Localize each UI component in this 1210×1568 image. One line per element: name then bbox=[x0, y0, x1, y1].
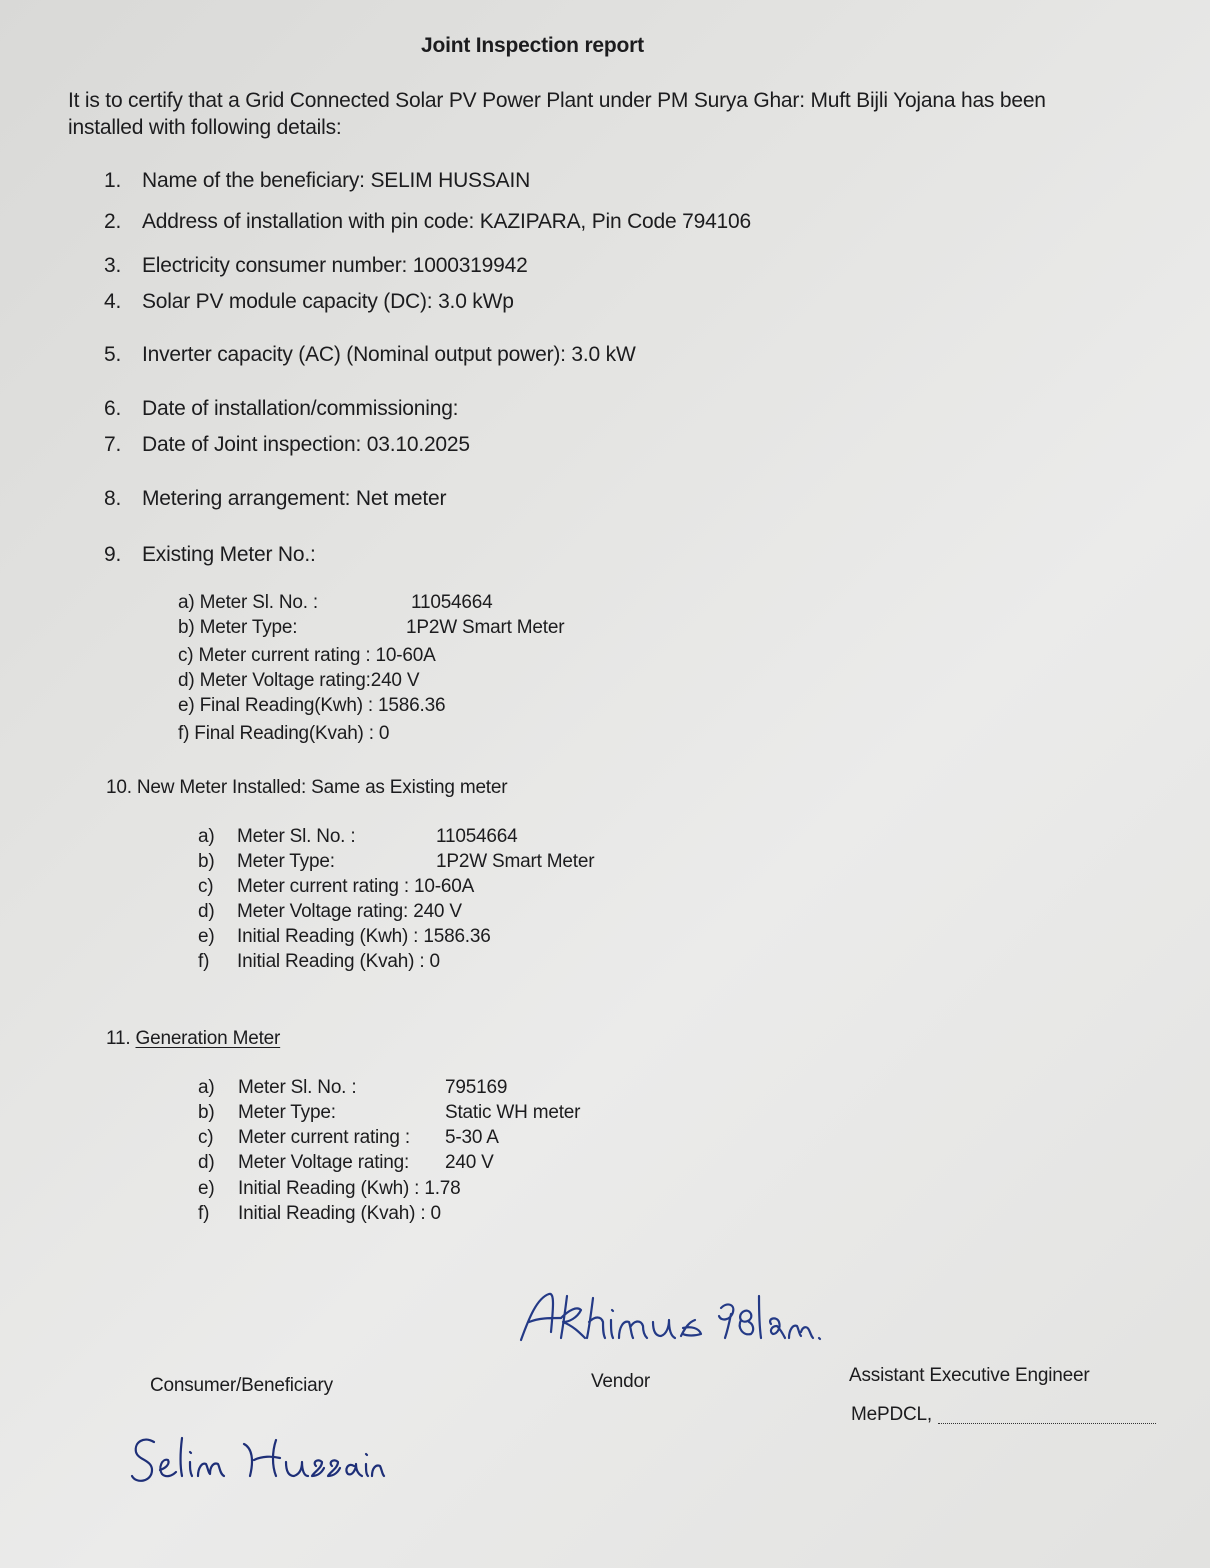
gen-meter-letter-a: a) bbox=[198, 1077, 215, 1098]
new-meter-letter-f: f) bbox=[198, 951, 210, 972]
existing-meter-sl-value: 11054664 bbox=[411, 592, 493, 613]
existing-meter-sl-label: a) Meter Sl. No. : bbox=[178, 592, 318, 613]
gen-meter-voltage-value: 240 V bbox=[445, 1152, 494, 1173]
aee-label: Assistant Executive Engineer bbox=[849, 1365, 1090, 1386]
new-meter-letter-b: b) bbox=[198, 851, 215, 872]
item-8: 8. Metering arrangement: Net meter bbox=[104, 487, 447, 510]
signature-dotted-line bbox=[938, 1422, 1156, 1424]
new-meter-type-value: 1P2W Smart Meter bbox=[436, 851, 595, 872]
new-meter-current: Meter current rating : 10-60A bbox=[237, 876, 475, 897]
item-6: 6. Date of installation/commissioning: bbox=[104, 397, 459, 420]
new-meter-sl-value: 11054664 bbox=[436, 826, 518, 847]
generation-meter-heading: Generation Meter bbox=[135, 1028, 281, 1049]
page-title: Joint Inspection report bbox=[421, 34, 644, 57]
gen-meter-current-value: 5-30 A bbox=[445, 1127, 499, 1148]
vendor-label: Vendor bbox=[591, 1371, 651, 1392]
item-3: 3. Electricity consumer number: 1000319942 bbox=[104, 254, 528, 277]
gen-meter-sl-label: Meter Sl. No. : bbox=[238, 1077, 357, 1098]
item-9: 9. Existing Meter No.: bbox=[104, 543, 316, 566]
new-meter-sl-label: Meter Sl. No. : bbox=[237, 826, 356, 847]
gen-meter-initial-kwh: Initial Reading (Kwh) : 1.78 bbox=[238, 1178, 461, 1199]
item-10: 10. New Meter Installed: Same as Existing meter bbox=[106, 777, 508, 798]
existing-meter-type-label: b) Meter Type: bbox=[178, 617, 298, 638]
gen-meter-letter-f: f) bbox=[198, 1203, 210, 1224]
item-11: 11. Generation Meter bbox=[106, 1028, 281, 1049]
existing-meter-type-value: 1P2W Smart Meter bbox=[406, 617, 565, 638]
existing-meter-final-kwh: e) Final Reading(Kwh) : 1586.36 bbox=[178, 695, 446, 716]
gen-meter-type-value: Static WH meter bbox=[445, 1102, 581, 1123]
new-meter-letter-c: c) bbox=[198, 876, 214, 897]
gen-meter-type-label: Meter Type: bbox=[238, 1102, 336, 1123]
item-2: 2. Address of installation with pin code: KAZIPARA, Pin Code 794106 bbox=[104, 210, 751, 233]
item-7: 7. Date of Joint inspection: 03.10.2025 bbox=[104, 433, 470, 456]
gen-meter-letter-b: b) bbox=[198, 1102, 215, 1123]
existing-meter-voltage: d) Meter Voltage rating:240 V bbox=[178, 670, 420, 691]
new-meter-initial-kvah: Initial Reading (Kvah) : 0 bbox=[237, 951, 440, 972]
intro-line-1: It is to certify that a Grid Connected Solar PV Power Plant under PM Surya Ghar: Muft Bijli Yojana has been bbox=[68, 89, 1046, 112]
gen-meter-sl-value: 795169 bbox=[445, 1077, 508, 1098]
consumer-label: Consumer/Beneficiary bbox=[150, 1375, 333, 1396]
gen-meter-current-label: Meter current rating : bbox=[238, 1127, 410, 1148]
new-meter-type-label: Meter Type: bbox=[237, 851, 335, 872]
new-meter-initial-kwh: Initial Reading (Kwh) : 1586.36 bbox=[237, 926, 491, 947]
consumer-signature bbox=[126, 1430, 386, 1490]
intro-line-2: installed with following details: bbox=[68, 116, 342, 139]
new-meter-letter-a: a) bbox=[198, 826, 215, 847]
existing-meter-current: c) Meter current rating : 10-60A bbox=[178, 645, 436, 666]
item-5: 5. Inverter capacity (AC) (Nominal output power): 3.0 kW bbox=[104, 343, 636, 366]
mepdcl-line: MePDCL, bbox=[851, 1405, 1156, 1424]
gen-meter-letter-c: c) bbox=[198, 1127, 214, 1148]
item-1: 1. Name of the beneficiary: SELIM HUSSAIN bbox=[104, 169, 531, 192]
new-meter-letter-e: e) bbox=[198, 926, 215, 947]
existing-meter-final-kvah: f) Final Reading(Kvah) : 0 bbox=[178, 723, 390, 744]
vendor-signature bbox=[515, 1288, 825, 1348]
gen-meter-letter-d: d) bbox=[198, 1152, 215, 1173]
gen-meter-voltage-label: Meter Voltage rating: bbox=[238, 1152, 410, 1173]
new-meter-voltage: Meter Voltage rating: 240 V bbox=[237, 901, 462, 922]
new-meter-letter-d: d) bbox=[198, 901, 215, 922]
item-4: 4. Solar PV module capacity (DC): 3.0 kWp bbox=[104, 290, 514, 313]
gen-meter-letter-e: e) bbox=[198, 1178, 215, 1199]
gen-meter-initial-kvah: Initial Reading (Kvah) : 0 bbox=[238, 1203, 441, 1224]
